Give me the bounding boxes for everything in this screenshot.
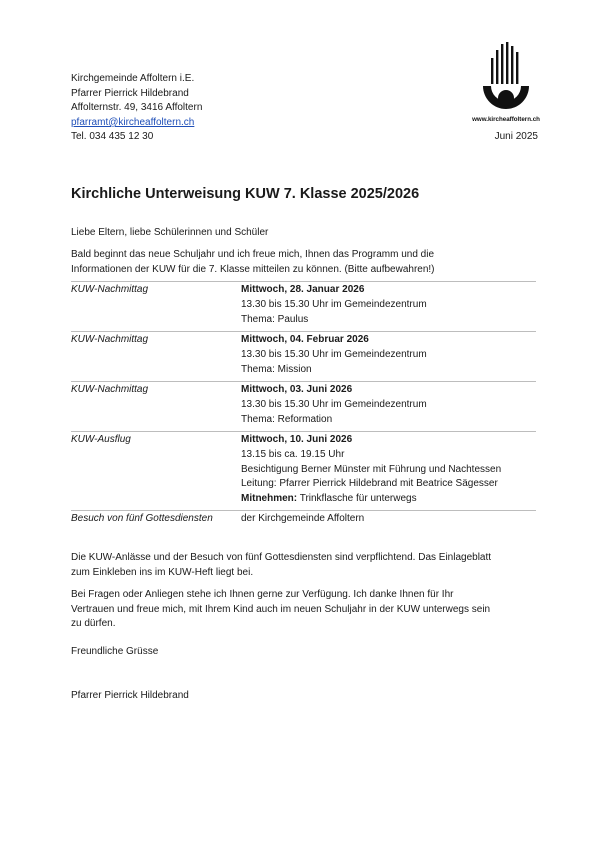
divider [71, 331, 536, 332]
signature-name: Pfarrer Pierrick Hildebrand [71, 690, 189, 701]
intro-line: Bald beginnt das neue Schuljahr und ich freue mich, Ihnen das Programm und die [71, 249, 435, 260]
schedule-label: KUW-Nachmittag [71, 284, 149, 295]
logo-url-text: www.kircheaffoltern.ch [472, 116, 540, 123]
email-link[interactable]: pfarramt@kircheaffoltern.ch [71, 116, 195, 128]
excursion-label: KUW-Ausflug [71, 434, 131, 445]
paragraph-line: Vertrauen und freue mich, mit Ihrem Kind auch im neuen Schuljahr in der KUW unterwegs sein [71, 603, 491, 615]
closing: Freundliche Grüsse [71, 646, 159, 657]
excursion-details [241, 433, 501, 507]
intro-paragraph [71, 248, 541, 277]
excursion-activity: Besichtigung Berner Münster mit Führung und Nachtessen [241, 463, 502, 475]
sender-address [71, 72, 202, 145]
schedule-time: 13.30 bis 15.30 Uhr im Gemeindezentrum [241, 398, 427, 410]
letter-date: Juni 2025 [494, 131, 538, 142]
schedule-theme: Thema: Mission [241, 363, 312, 375]
divider [71, 510, 536, 511]
excursion-bring [241, 492, 501, 507]
schedule-label: KUW-Nachmittag [71, 384, 149, 395]
paragraph-line: Bei Fragen oder Anliegen stehe ich Ihnen gerne zur Verfügung. Ich danke Ihnen für Ihr [71, 589, 454, 600]
schedule-row [71, 333, 541, 377]
obligation-paragraph [71, 551, 541, 580]
excursion-leaders: Leitung: Pfarrer Pierrick Hildebrand mit Beatrice Sägesser [241, 478, 498, 490]
divider [71, 431, 536, 432]
questions-paragraph [71, 588, 541, 632]
schedule-details [241, 283, 427, 327]
paragraph-line: Die KUW-Anlässe und der Besuch von fünf Gottesdiensten sind verpflichtend. Das Einlageblatt [71, 552, 492, 563]
services-label: Besuch von fünf Gottesdiensten [71, 513, 213, 524]
sender-line-parish: Kirchgemeinde Affoltern i.E. [71, 73, 195, 84]
church-logo-icon [468, 40, 544, 116]
excursion-row [71, 433, 541, 507]
schedule-theme: Thema: Paulus [241, 313, 309, 325]
paragraph-line: zum Einkleben ins im KUW-Heft liegt bei. [71, 566, 254, 578]
schedule-theme: Thema: Reformation [241, 413, 333, 425]
sender-phone: Tel. 034 435 12 30 [71, 131, 154, 143]
schedule-date: Mittwoch, 04. Februar 2026 [241, 334, 369, 345]
services-text: der Kirchgemeinde Affoltern [241, 513, 365, 524]
schedule-date: Mittwoch, 03. Juni 2026 [241, 384, 353, 395]
divider [71, 381, 536, 382]
schedule-row [71, 383, 541, 427]
schedule-time: 13.30 bis 15.30 Uhr im Gemeindezentrum [241, 348, 427, 360]
bring-text: Trinkflasche für unterwegs [297, 493, 417, 505]
services-row [71, 512, 541, 527]
schedule-details [241, 383, 427, 427]
excursion-time: 13.15 bis ca. 19.15 Uhr [241, 448, 345, 460]
bring-label: Mitnehmen: [241, 493, 298, 505]
paragraph-line: zu dürfen. [71, 618, 116, 630]
salutation: Liebe Eltern, liebe Schülerinnen und Schüler [71, 227, 269, 238]
schedule-time: 13.30 bis 15.30 Uhr im Gemeindezentrum [241, 298, 427, 310]
sender-line-pastor: Pfarrer Pierrick Hildebrand [71, 87, 189, 99]
church-logo [468, 40, 544, 126]
schedule-details [241, 333, 427, 377]
letter-title: Kirchliche Unterweisung KUW 7. Klasse 2025/2026 [71, 186, 420, 202]
schedule-date: Mittwoch, 28. Januar 2026 [241, 284, 365, 295]
divider [71, 281, 536, 282]
schedule-row [71, 283, 541, 327]
intro-line: Informationen der KUW für die 7. Klasse mitteilen zu können. (Bitte aufbewahren!) [71, 263, 435, 275]
sender-line-street: Affolternstr. 49, 3416 Affoltern [71, 102, 203, 114]
excursion-date: Mittwoch, 10. Juni 2026 [241, 434, 353, 445]
schedule-label: KUW-Nachmittag [71, 334, 149, 345]
